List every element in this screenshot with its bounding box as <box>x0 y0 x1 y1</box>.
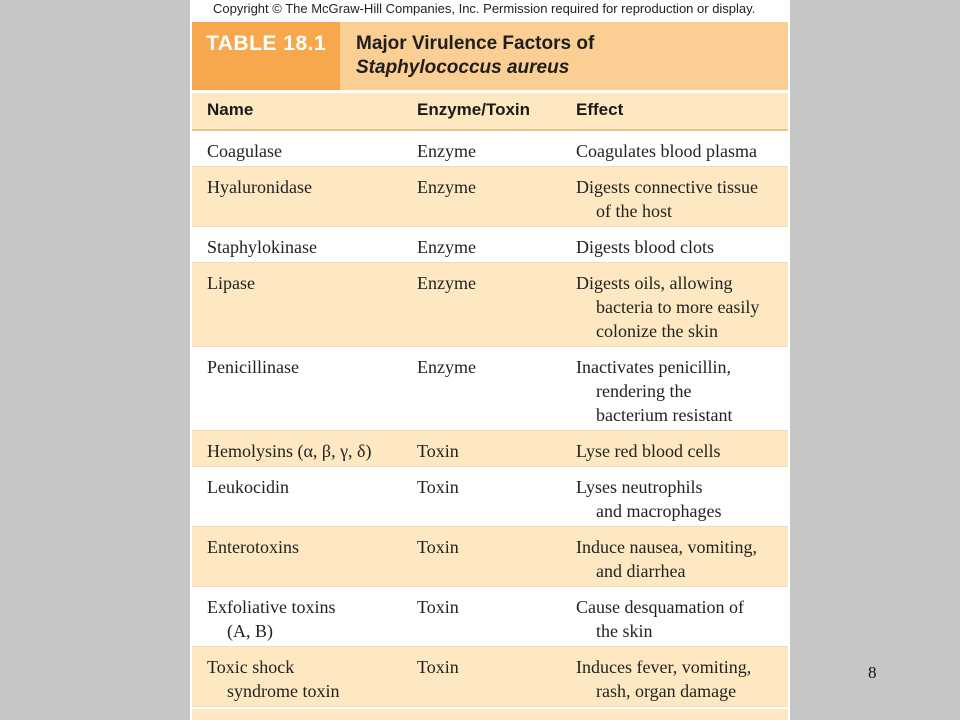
cell-name <box>192 131 402 166</box>
cell-effect-line: Digests connective tissue <box>576 177 758 197</box>
cell-enzyme-toxin: Toxin <box>417 441 459 461</box>
header-enzyme-toxin: Enzyme/Toxin <box>417 100 531 119</box>
cell-name <box>192 263 402 346</box>
cell-effect <box>562 263 788 346</box>
table-row <box>192 467 788 527</box>
cell-effect <box>562 431 788 466</box>
cell-effect-line: Digests oils, allowing <box>576 273 733 293</box>
table-row <box>192 431 788 467</box>
cell-effect-line: and macrophages <box>596 501 722 521</box>
cell-name <box>192 167 402 226</box>
table-row <box>192 227 788 263</box>
table-row <box>192 167 788 227</box>
cell-name-line: (A, B) <box>227 621 273 641</box>
table-title-box <box>192 22 788 90</box>
table-row <box>192 647 788 707</box>
table-row <box>192 347 788 431</box>
header-name: Name <box>207 100 254 119</box>
cell-enzyme-toxin: Enzyme <box>417 273 476 293</box>
copyright-notice: Copyright © The McGraw-Hill Companies, Inc. Permission required for reproduction or display. <box>213 1 756 16</box>
cell-effect <box>562 131 788 166</box>
cell-name <box>192 431 402 466</box>
cell-name-line: Enterotoxins <box>207 537 299 557</box>
cell-enzyme-toxin: Enzyme <box>417 141 476 161</box>
table-title <box>340 22 594 90</box>
cell-enzyme-toxin: Enzyme <box>417 177 476 197</box>
header-effect: Effect <box>576 100 624 119</box>
cell-effect-line: the skin <box>596 621 653 641</box>
cell-name-line: syndrome toxin <box>227 681 340 701</box>
cell-name <box>192 527 402 586</box>
cell-effect-line: and diarrhea <box>596 561 686 581</box>
cell-effect-line: bacterium resistant <box>596 405 733 425</box>
table-number-label: TABLE 18.1 <box>192 22 340 90</box>
cell-effect-line: Inactivates penicillin, <box>576 357 731 377</box>
cell-enzyme-toxin: Toxin <box>417 537 459 557</box>
cell-effect-line: Lyses neutrophils <box>576 477 703 497</box>
cell-name-line: Toxic shock <box>207 657 295 677</box>
cell-enzyme-toxin: Enzyme <box>417 237 476 257</box>
cell-enzyme-toxin: Toxin <box>417 657 459 677</box>
cell-effect-line: of the host <box>596 201 672 221</box>
cell-effect-line: rash, organ damage <box>596 681 737 701</box>
cell-effect <box>562 527 788 586</box>
cell-effect <box>562 587 788 646</box>
cell-name-line: Staphylokinase <box>207 237 317 257</box>
table-row <box>192 263 788 347</box>
table-title-line1: Major Virulence Factors of <box>356 33 595 54</box>
cell-effect <box>562 167 788 226</box>
cell-enzyme-toxin: Toxin <box>417 477 459 497</box>
cell-effect <box>562 647 788 706</box>
cell-name-line: Penicillinase <box>207 357 299 377</box>
cell-effect-line: Induce nausea, vomiting, <box>576 537 757 557</box>
cell-enzyme-toxin: Toxin <box>417 597 459 617</box>
table-header-row <box>192 93 788 131</box>
cell-name-line: Lipase <box>207 273 255 293</box>
cell-effect <box>562 467 788 526</box>
cell-name-line: Exfoliative toxins <box>207 597 336 617</box>
cell-effect-line: Digests blood clots <box>576 237 714 257</box>
cell-effect-line: Lyse red blood cells <box>576 441 721 461</box>
cell-effect <box>562 227 788 262</box>
cell-name-line: Coagulase <box>207 141 282 161</box>
cell-name-line: Hemolysins (α, β, γ, δ) <box>207 441 372 461</box>
cell-name <box>192 647 402 706</box>
cell-effect-line: colonize the skin <box>596 321 718 341</box>
cell-effect-line: rendering the <box>596 381 692 401</box>
cell-effect-line: Induces fever, vomiting, <box>576 657 752 677</box>
cell-effect-line: Cause desquamation of <box>576 597 744 617</box>
table-bottom-band <box>192 709 788 720</box>
table-body <box>192 131 788 707</box>
table-row <box>192 131 788 167</box>
virulence-factors-table <box>192 93 788 707</box>
cell-effect <box>562 347 788 430</box>
table-title-line2: Staphylococcus aureus <box>356 57 570 78</box>
table-row <box>192 587 788 647</box>
cell-effect-line: bacteria to more easily <box>596 297 760 317</box>
cell-name <box>192 227 402 262</box>
cell-name <box>192 347 402 430</box>
cell-enzyme-toxin: Enzyme <box>417 357 476 377</box>
table-row <box>192 527 788 587</box>
cell-name <box>192 467 402 526</box>
cell-name-line: Hyaluronidase <box>207 177 312 197</box>
page-number: 8 <box>868 663 877 682</box>
cell-effect-line: Coagulates blood plasma <box>576 141 757 161</box>
cell-name-line: Leukocidin <box>207 477 289 497</box>
cell-name <box>192 587 402 646</box>
